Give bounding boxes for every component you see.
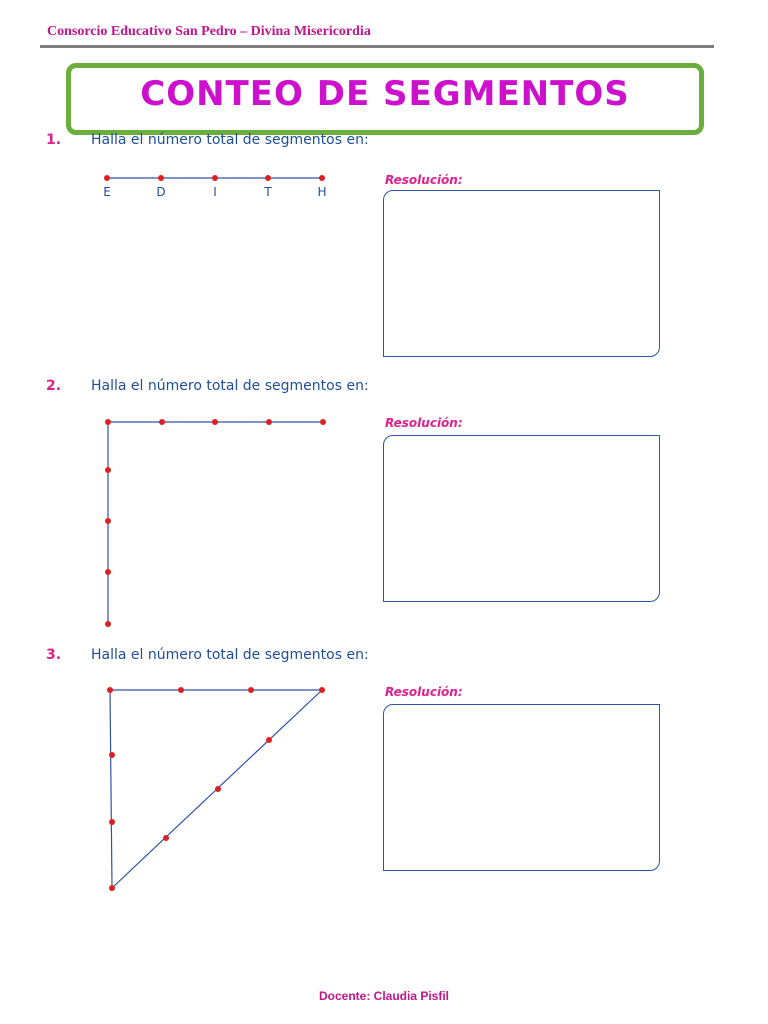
vertex-point (107, 687, 113, 693)
question-2-text: Halla el número total de segmentos en: (91, 378, 369, 394)
point-label-t: T (264, 185, 272, 199)
point-label-d: D (156, 185, 166, 199)
point (266, 737, 272, 743)
question-3-text: Halla el número total de segmentos en: (91, 647, 369, 663)
vertex-point (319, 687, 325, 693)
question-2-number: 2. (46, 378, 62, 394)
question-1-text: Halla el número total de segmentos en: (91, 132, 369, 148)
vertex-point (109, 885, 115, 891)
school-name: Consorcio Educativo San Pedro – Divina Misericordia (47, 24, 371, 39)
point (163, 835, 169, 841)
point (215, 786, 221, 792)
question-1-number: 1. (46, 132, 62, 148)
question-3-resolution-label: Resolución: (385, 685, 463, 699)
question-3-number: 3. (46, 647, 62, 663)
point (178, 687, 184, 693)
question-1-resolution-label: Resolución: (385, 173, 463, 187)
point-label-h: H (317, 185, 327, 199)
point (109, 752, 115, 758)
teacher-name: Docente: Claudia Pisfil (318, 989, 450, 1003)
point-label-e: E (103, 185, 111, 199)
point (248, 687, 254, 693)
page-title: CONTEO DE SEGMENTOS (140, 74, 630, 114)
question-2-resolution-label: Resolución: (385, 416, 463, 430)
point (109, 819, 115, 825)
point-label-i: I (213, 185, 217, 199)
